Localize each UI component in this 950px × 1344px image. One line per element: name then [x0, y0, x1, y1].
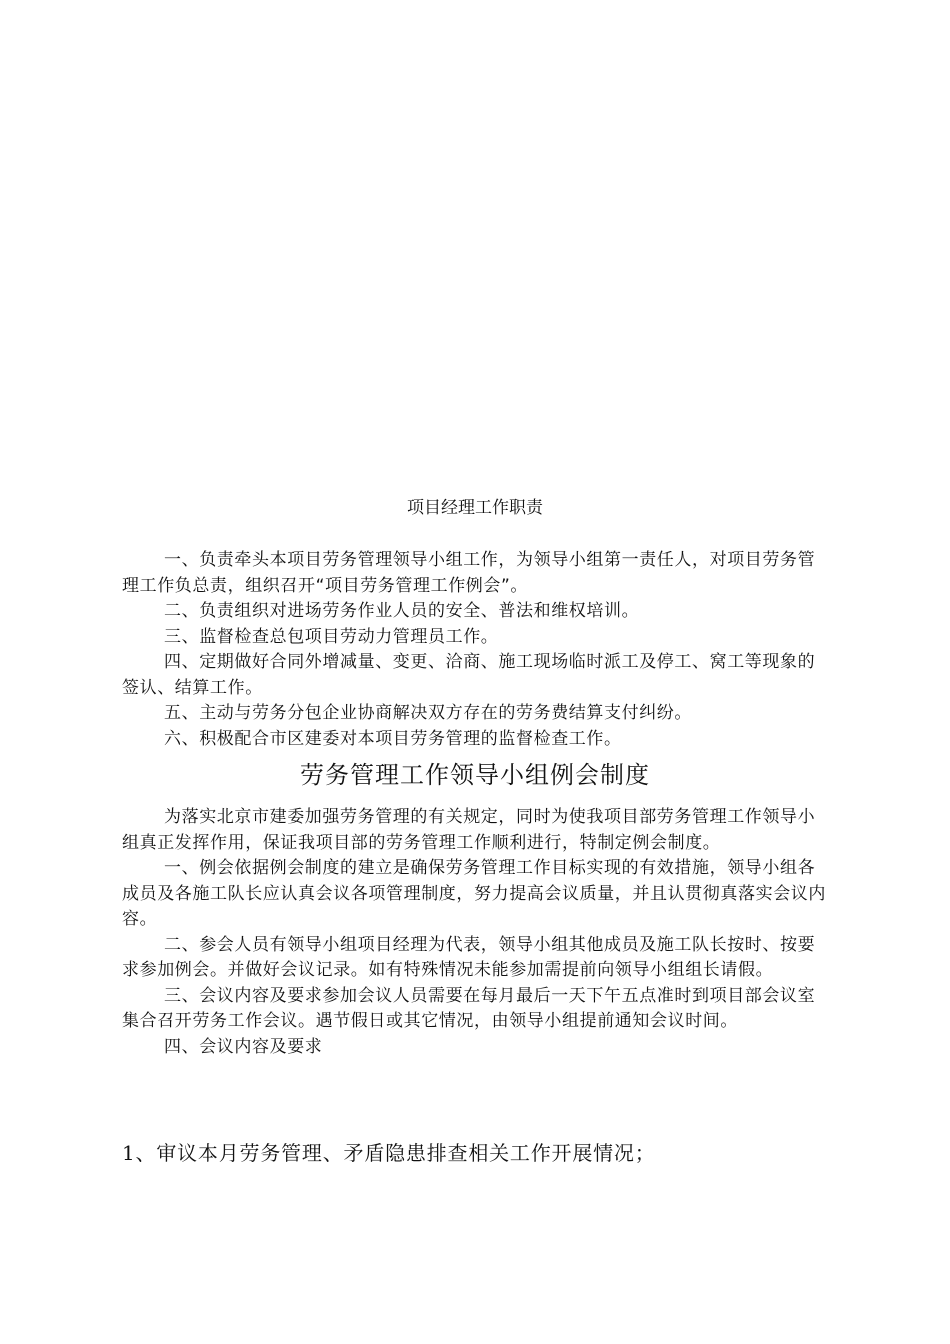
meeting-body: [122, 805, 832, 1060]
duty-item-5: 五、主动与劳务分包企业协商解决双方存在的劳务费结算支付纠纷。: [164, 703, 692, 723]
meeting-clause-3: 三、会议内容及要求参加会议人员需要在每月最后一天下午五点准时到项目部会议室集合召开劳务工作会议。遇节假日或其它情况，由领导小组提前通知会议时间。: [122, 985, 816, 1031]
meeting-clause-1: 一、例会依据例会制度的建立是确保劳务管理工作目标实现的有效措施，领导小组各成员及各施工队长应认真会议各项管理制度，努力提高会议质量，并且认贯彻真落实会议内容。: [122, 858, 826, 929]
duty-item-2: 二、负责组织对进场劳务作业人员的安全、普法和维权培训。: [164, 601, 640, 621]
duty-item-4: 四、定期做好合同外增减量、变更、洽商、施工现场临时派工及停工、窝工等现象的签认、结算工作。: [122, 652, 816, 698]
meeting-clause-2: 二、参会人员有领导小组项目经理为代表，领导小组其他成员及施工队长按时、按要求参加例会。并做好会议记录。如有特殊情况未能参加需提前向领导小组组长请假。: [122, 934, 816, 980]
duty-item-1: 一、负责牵头本项目劳务管理领导小组工作，为领导小组第一责任人，对项目劳务管理工作负总责，组织召开“项目劳务管理工作例会”。: [122, 550, 816, 596]
meeting-list-item-1: 1、审议本月劳务管理、矛盾隐患排查相关工作开展情况；: [122, 1141, 656, 1165]
duties-list: [122, 548, 832, 752]
meeting-title: 劳务管理工作领导小组例会制度: [300, 761, 650, 789]
duty-item-3: 三、监督检查总包项目劳动力管理员工作。: [164, 626, 499, 647]
duties-title: 项目经理工作职责: [407, 498, 543, 518]
duty-item-6: 六、积极配合市区建委对本项目劳务管理的监督检查工作。: [164, 728, 622, 749]
meeting-clause-4: 四、会议内容及要求: [164, 1036, 323, 1057]
meeting-intro: 为落实北京市建委加强劳务管理的有关规定，同时为使我项目部劳务管理工作领导小组真正发挥作用，保证我项目部的劳务管理工作顺利进行，特制定例会制度。: [122, 807, 816, 853]
